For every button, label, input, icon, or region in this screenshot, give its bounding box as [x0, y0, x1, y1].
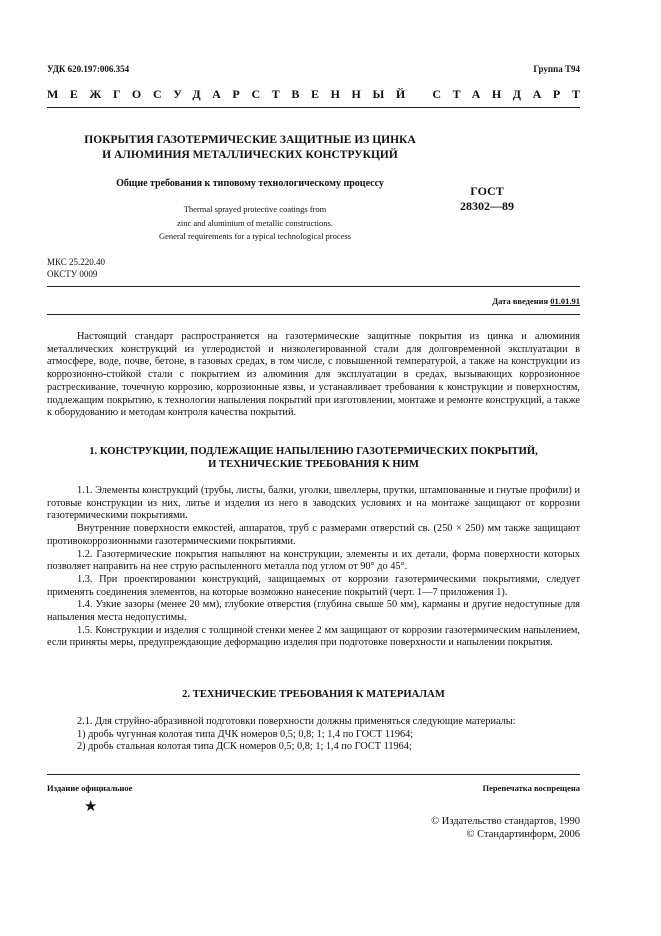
- document-title: [70, 133, 430, 163]
- header-divider: [47, 107, 580, 108]
- english-title: [110, 203, 400, 244]
- standard-type-heading: [47, 87, 592, 102]
- date-label: Дата введения: [492, 296, 549, 306]
- standard-word-interstate: МЕЖГОСУДАРСТВЕННЫЙ: [47, 87, 417, 101]
- introduction-date: [492, 296, 580, 306]
- clause-1-1-b: Внутренние поверхности емкостей, аппаратов, труб с размерами отверстий св. (250 × 250) мм также защищают противокоррозионными газотермическими покрытиями.: [47, 523, 580, 547]
- udk-code: УДК 620.197:006.354: [47, 64, 130, 74]
- gost-designation: [447, 184, 527, 214]
- reprint-notice: Перепечатка воспрещена: [482, 783, 580, 793]
- date-value: 01.01.91: [550, 296, 580, 306]
- section-1-body: [47, 485, 580, 650]
- section-2-heading: 2. ТЕХНИЧЕСКИЕ ТРЕБОВАНИЯ К МАТЕРИАЛАМ: [182, 689, 445, 700]
- section-1-heading: [47, 446, 580, 471]
- clause-1-1: 1.1. Элементы конструкций (трубы, листы, балки, уголки, швеллеры, прутки, штампованные и гнутые профили) и готовые конструкции из них, литье и изделия из него в заводских условиях и на монтаже защищают от коррозии газотермическими покрытиями.: [47, 485, 580, 522]
- material-item-2: 2) дробь стальная колотая типа ДСК номеров 0,5; 0,8; 1; 1,4 по ГОСТ 11964;: [77, 741, 412, 753]
- copyright-publisher: © Издательство стандартов, 1990: [431, 816, 580, 827]
- codes-divider: [47, 286, 580, 287]
- section-1-title-line-2: И ТЕХНИЧЕСКИЕ ТРЕБОВАНИЯ К НИМ: [208, 458, 419, 470]
- classification-codes: [47, 256, 105, 280]
- gost-number: 28302—89: [460, 199, 514, 213]
- clause-2-1: 2.1. Для струйно-абразивной подготовки поверхности должны применяться следующие материалы:: [77, 716, 516, 727]
- copyright-block: [431, 815, 580, 841]
- copyright-standartinform: © Стандартинформ, 2006: [466, 829, 580, 840]
- standard-word-standard: СТАНДАРТ: [432, 87, 592, 101]
- document-subtitle: Общие требования к типовому технологическому процессу: [116, 178, 384, 189]
- group-code: Группа Т94: [533, 64, 580, 74]
- date-divider: [47, 314, 580, 315]
- gost-label: ГОСТ: [470, 184, 504, 198]
- english-title-line-3: General requirements for a typical technological process: [158, 231, 352, 241]
- mks-code: МКС 25.220.40: [47, 257, 106, 267]
- intro-paragraph: Настоящий стандарт распространяется на газотермические защитные покрытия из цинка и алюминия металлических конструкций из углеродистой и низколегированной стали для долговременной эксплуатации в атмосфере, воде, почве, бетоне, в газовых средах, в том числе, с повышенной температурой, а также на конструкции из коррозионно-стойкой стали с покрытием из алюминия для эксплуатации в средах, вызывающих коррозионное растрескивание, точечную коррозию, коррозионные язвы, и устанавливает требования к конструкции и поверхностям, подлежащим покрытию, к технологии напыления покрытий при изготовлении, монтаже и ремонте конструкций, а также к оборудованию и методам контроля качества покрытий.: [47, 331, 580, 419]
- section-1-title-line-1: 1. КОНСТРУКЦИИ, ПОДЛЕЖАЩИЕ НАПЫЛЕНИЮ ГАЗОТЕРМИЧЕСКИХ ПОКРЫТИЙ,: [89, 446, 538, 457]
- english-title-line-1: Thermal sprayed protective coatings from: [183, 204, 327, 214]
- title-line-1: ПОКРЫТИЯ ГАЗОТЕРМИЧЕСКИЕ ЗАЩИТНЫЕ ИЗ ЦИНКА: [84, 134, 416, 146]
- edition-label: Издание официальное: [47, 783, 133, 793]
- footer-divider: [47, 774, 580, 775]
- material-item-1: 1) дробь чугунная колотая типа ДЧК номеров 0,5; 0,8; 1; 1,4 по ГОСТ 11964;: [77, 728, 414, 740]
- clause-1-4: 1.4. Узкие зазоры (менее 20 мм), глубокие отверстия (глубина свыше 50 мм), карманы и другие недоступные для напыления места недопустимы.: [47, 599, 580, 624]
- intro-paragraph-block: [47, 331, 580, 420]
- section-2-body: [47, 716, 580, 754]
- clause-1-3: 1.3. При проектировании конструкций, защищаемых от коррозии газотермическими покрытиями, следует применять соединения элементов, на которые возможно нанесение покрытий (черт. 1—7 приложения 1).: [47, 573, 580, 598]
- title-line-2: И АЛЮМИНИЯ МЕТАЛЛИЧЕСКИХ КОНСТРУКЦИЙ: [102, 149, 398, 161]
- okstu-code: ОКСТУ 0009: [47, 269, 98, 279]
- clause-1-2: 1.2. Газотермические покрытия напыляют на конструкции, элементы и их детали, форма поверхности которых позволяет направить на нее струю распыленного металла под углом от 90° до 45°.: [47, 548, 580, 573]
- star-icon: ★: [84, 799, 98, 815]
- english-title-line-2: zinc and aluminium of metallic constructions.: [177, 217, 333, 228]
- clause-1-5: 1.5. Конструкции и изделия с толщиной стенки менее 2 мм защищают от коррозии газотермическим напылением, если приняты меры, предупреждающие деформацию изделия при подготовке поверхности и напылении покрытия.: [47, 624, 580, 649]
